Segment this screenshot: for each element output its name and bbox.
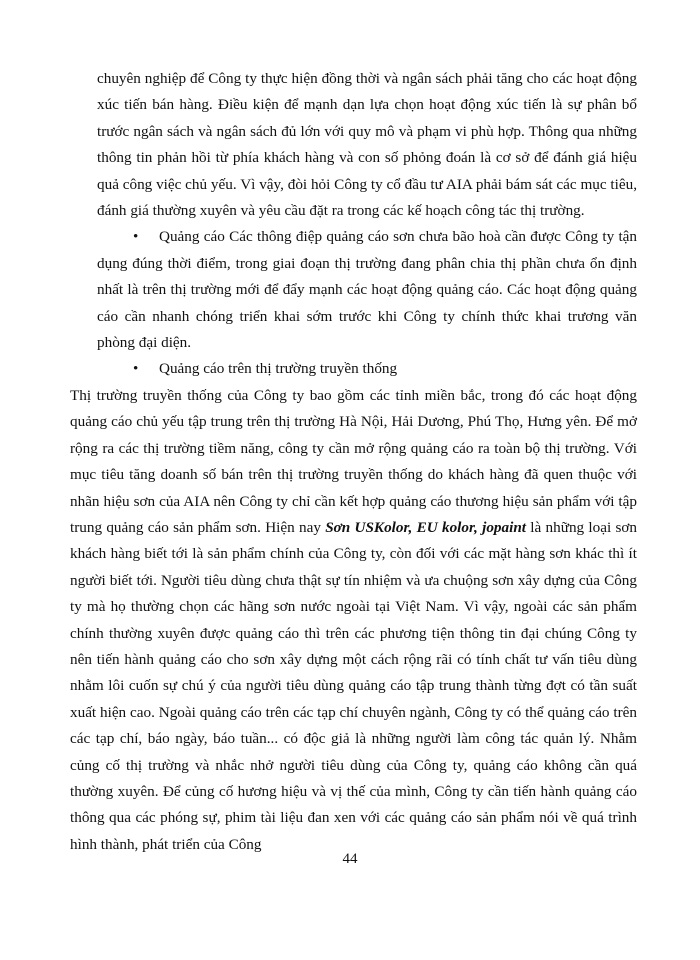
product-names-emphasis: Sơn USKolor, EU kolor, jopaint	[325, 518, 527, 536]
paragraph-budget: chuyên nghiệp để Công ty thực hiện đồng thời và ngân sách phải tăng cho các hoạt động xúc tiến bán hàng. Điều kiện để mạnh dạn lựa chọn hoạt động xúc tiến là sự phân bổ trước ngân sách và ngân sách đủ lớn với quy mô và phạm vi phù hợp. Thông qua những thông tin phản hồi từ phía khách hàng và con số phỏng đoán là cơ sở để đánh giá hiệu quả công việc chủ yếu. Vì vậy, đòi hỏi Công ty cổ đầu tư AIA phải bám sát các mục tiêu, đánh giá thường xuyên và yêu cầu đặt ra trong các kế hoạch công tác thị trường.	[97, 70, 637, 220]
bullet-text-traditional-market: Quảng cáo trên thị trường truyền thống	[159, 360, 398, 378]
bullet-text-advertising: Quảng cáo Các thông điệp quảng cáo sơn chưa bão hoà cần được Công ty tận dụng đúng thời điểm, trong giai đoạn thị trường đang phân chia thị phần chưa ổn định nhất là trên thị trường mới để đẩy mạnh các hoạt động quảng cáo. Các hoạt động quảng cáo cần nhanh chóng triển khai sớm trước khi Công ty chính thức khai trương văn phòng đại diện.	[97, 228, 637, 352]
bullet-item-advertising	[97, 224, 637, 356]
bullet-item-traditional-market	[97, 356, 637, 382]
document-body	[70, 66, 637, 858]
page-number: 44	[342, 851, 358, 867]
bullet-icon: •	[133, 228, 139, 246]
paragraph-text-part1: Thị trường truyền thống của Công ty bao gồm các tỉnh miền bắc, trong đó các hoạt động quảng cáo chủ yếu tập trung trên thị trường Hà Nội, Hải Dương, Phú Thọ, Hưng yên. Để mở rộng ra các thị trường tiềm năng, công ty cần mở rộng quảng cáo ra toàn bộ thị trường. Với mục tiêu tăng doanh số bán trên thị trường truyền thống do khách hàng đã quen thuộc với nhãn hiệu sơn của AIA nên Công ty chỉ cần kết hợp quảng cáo thương hiệu sản phẩm với tập trung quảng cáo sản phẩm sơn. Hiện nay	[70, 386, 637, 536]
bullet-icon: •	[133, 360, 139, 378]
paragraph-traditional-market	[70, 383, 637, 858]
paragraph-text-part2: là những loại sơn khách hàng biết tới là sản phẩm chính của Công ty, còn đối với các mặt hàng sơn khác thì ít người biết tới. Người tiêu dùng chưa thật sự tín nhiệm và ưa chuộng sơn xây dựng của Công ty mà họ thường chọn các hãng sơn nước ngoài tại Việt Nam. Vì vậy, ngoài các sản phẩm chính thường xuyên được quảng cáo thì trên các phương tiện thông tin đại chúng Công ty nên tiến hành quảng cáo cho sơn xây dựng một cách rộng rãi có tính chất tư vấn tiêu dùng nhằm lôi cuốn sự chú ý của người tiêu dùng quảng cáo tập trung thành từng đợt có tần suất xuất hiện cao. Ngoài quảng cáo trên các tạp chí chuyên ngành, Công ty có thể quảng cáo trên các tạp chí, báo ngày, báo tuần... có độc giả là những người làm công tác quản lý. Nhằm củng cố thị trường và nhắc nhở người tiêu dùng của Công ty, quảng cáo không cần quá thường xuyên. Để củng cố hương hiệu và vị thế của mình, Công ty cần tiến hành quảng cáo thông qua các phóng sự, phim tài liệu đan xen với các quảng cáo sản phẩm nói về quá trình hình thành, phát triển của Công	[70, 518, 637, 853]
